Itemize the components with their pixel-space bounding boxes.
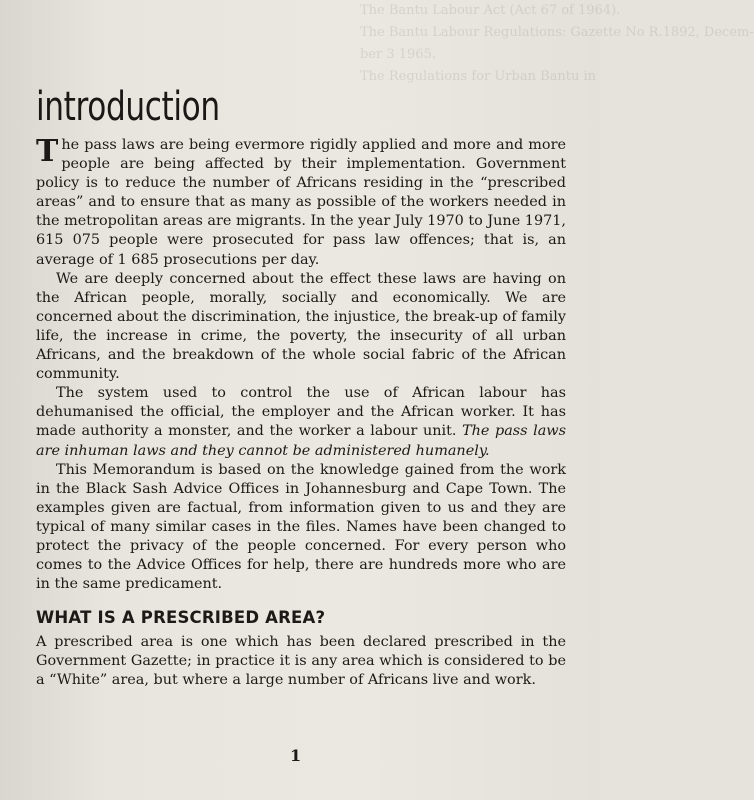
drop-cap: T	[36, 134, 59, 169]
section-paragraph-1: A prescribed area is one which has been declared prescribed in the Government Gazette; in practice it is any area which is considered to be a “White” area, but where a large number of Africans live and work.	[36, 634, 566, 689]
section-heading: WHAT IS A PRESCRIBED AREA?	[36, 608, 326, 628]
bleed-line: ber 3 1965.	[360, 47, 436, 62]
bleed-line: The Bantu Labour Regulations: Gazette No R.1892, Decem-	[360, 25, 754, 40]
intro-paragraph-4: This Memorandum is based on the knowledge gained from the work in the Black Sash Advice Offices in Johannesburg and Cape Town. The examples given are factual, from information given to us and they are typical of many similar cases in the files. Names have been changed to protect the privacy of the people concerned. For every person who comes to the Advice Offices for help, there are hundreds more who are in the same predicament.	[36, 461, 566, 593]
intro-paragraph-3	[36, 384, 566, 460]
bleed-line: The Bantu Labour Act (Act 67 of 1964).	[360, 3, 621, 18]
main-content	[36, 84, 566, 691]
intro-paragraph-1	[36, 136, 566, 270]
page-number: 1	[290, 746, 302, 765]
intro-paragraph-2: We are deeply concerned about the effect these laws are having on the African people, morally, socially and economically. We are concerned about the discrimination, the injustice, the break-up of family life, the increase in crime, the poverty, the insecurity of all urban Africans, and the breakdown of the whole social fabric of the African community.	[36, 270, 566, 383]
intro-paragraph-3-text: The system used to control the use of African labour has dehumanised the official, the employer and the African worker. It has made authority a monster, and the worker a labour unit.	[36, 385, 566, 440]
page-title: introduction	[36, 84, 220, 130]
bleed-line: The Regulations for Urban Bantu in	[360, 69, 597, 84]
intro-paragraph-3-emphasis: The pass laws are inhuman laws and they cannot be administered humanely.	[36, 423, 566, 459]
intro-paragraph-1-text: he pass laws are being evermore rigidly applied and more and more people are being affected by their implementation. Government policy is to reduce the number of Africans residing in the “prescribed areas” and to ensure that as many as possible of the workers needed in the metropolitan areas are migrants. In the year July 1970 to June 1971, 615 075 people were prosecuted for pass law offences; that is, an average of 1 685 prosecutions per day.	[36, 137, 566, 268]
